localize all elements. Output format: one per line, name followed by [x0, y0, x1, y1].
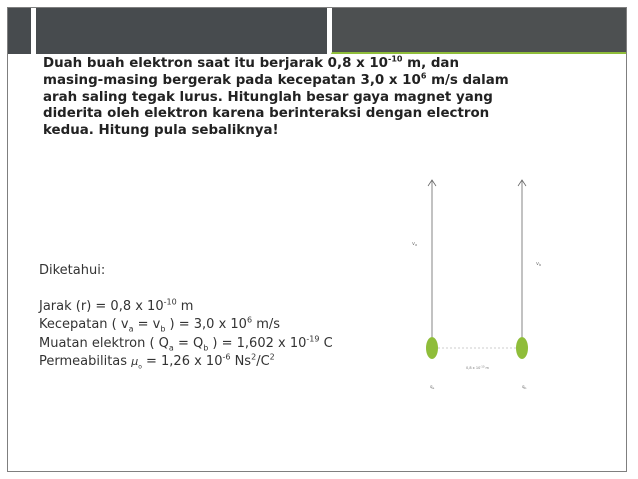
label-vb: $v_b$: [536, 261, 542, 267]
given-distance: Jarak (r) = 0,8 x $10^{-10}$ m: [39, 297, 194, 315]
label-qb: $q_b$: [522, 384, 527, 390]
header-block-left: [8, 8, 31, 54]
given-values: [39, 262, 333, 371]
label-va: $v_a$: [412, 241, 418, 247]
given-header: Diketahui:: [39, 263, 106, 278]
label-distance: 0,8 x $10^{-10}$ m: [466, 365, 489, 370]
header-bar-accent: [331, 8, 626, 54]
given-permeability: Permeabilitas $\mu_o = 1,26$ x $10^{-6}$ $Ns^2/C^2$: [39, 352, 275, 371]
given-velocity: Kecepatan ( $v_a = v_b$ ) = 3,0 x $10^6$ m/s: [39, 316, 281, 334]
charge-b: [516, 337, 528, 359]
given-charge: Muatan elektron ( $Q_a = Q_b$ ) = 1,602 x $10^{-19}$ C: [39, 334, 333, 353]
header-bar: [36, 8, 327, 54]
electron-diagram: [395, 170, 555, 400]
charge-a: [426, 337, 438, 359]
problem-statement: Duah buah elektron saat itu berjarak 0,8 x $10^{-10}$ m, dan masing-masing bergerak pada kecepatan 3,0 x $10^6$ m/s dalam arah saling tegak lurus. Hitunglah besar gaya magnet yang diderita oleh elektron karena berinteraksi dengan electron kedua. Hitung pula sebaliknya!: [43, 54, 509, 139]
label-qa: $q_a$: [430, 384, 435, 390]
